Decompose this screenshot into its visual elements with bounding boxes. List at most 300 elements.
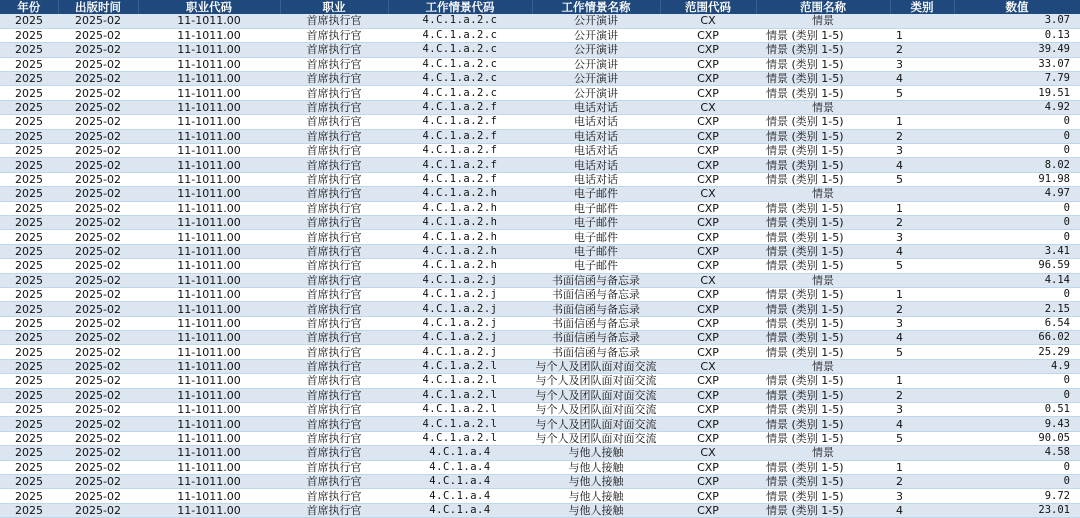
context-name-cell[interactable]: 电子邮件 xyxy=(532,244,660,258)
occupation-code-cell[interactable]: 11-1011.00 xyxy=(138,417,280,431)
category-cell[interactable] xyxy=(890,187,954,201)
value-cell[interactable]: 0 xyxy=(954,230,1080,244)
occupation-code-cell[interactable]: 11-1011.00 xyxy=(138,331,280,345)
category-cell[interactable]: 2 xyxy=(890,302,954,316)
category-cell[interactable]: 1 xyxy=(890,374,954,388)
occupation-code-cell[interactable]: 11-1011.00 xyxy=(138,129,280,143)
value-cell[interactable]: 6.54 xyxy=(954,316,1080,330)
context-code-cell[interactable]: 4.C.1.a.4 xyxy=(388,446,532,460)
category-cell[interactable]: 4 xyxy=(890,503,954,517)
context-name-cell[interactable]: 与个人及团队面对面交流 xyxy=(532,359,660,373)
scale-code-cell[interactable]: CXP xyxy=(660,302,756,316)
scale-code-cell[interactable]: CXP xyxy=(660,215,756,229)
occupation-cell[interactable]: 首席执行官 xyxy=(280,403,388,417)
occupation-cell[interactable]: 首席执行官 xyxy=(280,345,388,359)
occupation-cell[interactable]: 首席执行官 xyxy=(280,28,388,42)
value-cell[interactable]: 0 xyxy=(954,287,1080,301)
scale-code-cell[interactable]: CXP xyxy=(660,244,756,258)
value-cell[interactable]: 2.15 xyxy=(954,302,1080,316)
occupation-code-cell[interactable]: 11-1011.00 xyxy=(138,259,280,273)
occupation-cell[interactable]: 首席执行官 xyxy=(280,172,388,186)
scale-name-cell[interactable]: 情景 (类别 1-5) xyxy=(756,230,890,244)
category-cell[interactable]: 1 xyxy=(890,287,954,301)
occupation-code-cell[interactable]: 11-1011.00 xyxy=(138,431,280,445)
context-name-cell[interactable]: 公开演讲 xyxy=(532,43,660,57)
scale-code-cell[interactable]: CXP xyxy=(660,43,756,57)
category-cell[interactable]: 1 xyxy=(890,201,954,215)
value-cell[interactable]: 0 xyxy=(954,388,1080,402)
occupation-cell[interactable]: 首席执行官 xyxy=(280,215,388,229)
scale-name-cell[interactable]: 情景 (类别 1-5) xyxy=(756,43,890,57)
scale-name-cell[interactable]: 情景 (类别 1-5) xyxy=(756,460,890,474)
occupation-code-cell[interactable]: 11-1011.00 xyxy=(138,86,280,100)
occupation-code-cell[interactable]: 11-1011.00 xyxy=(138,460,280,474)
value-cell[interactable]: 96.59 xyxy=(954,259,1080,273)
value-cell[interactable]: 0 xyxy=(954,129,1080,143)
year-cell[interactable]: 2025 xyxy=(0,417,58,431)
scale-name-cell[interactable]: 情景 (类别 1-5) xyxy=(756,28,890,42)
table-row[interactable] xyxy=(0,57,1080,71)
occupation-cell[interactable]: 首席执行官 xyxy=(280,316,388,330)
table-row[interactable] xyxy=(0,158,1080,172)
publish-date-cell[interactable]: 2025-02 xyxy=(58,503,138,517)
year-cell[interactable]: 2025 xyxy=(0,489,58,503)
category-cell[interactable]: 1 xyxy=(890,28,954,42)
value-cell[interactable]: 4.14 xyxy=(954,273,1080,287)
publish-date-cell[interactable]: 2025-02 xyxy=(58,331,138,345)
year-cell[interactable]: 2025 xyxy=(0,72,58,86)
category-cell[interactable]: 1 xyxy=(890,460,954,474)
scale-code-cell[interactable]: CXP xyxy=(660,374,756,388)
context-code-cell[interactable]: 4.C.1.a.2.f xyxy=(388,172,532,186)
scale-code-cell[interactable]: CXP xyxy=(660,72,756,86)
context-name-cell[interactable]: 书面信函与备忘录 xyxy=(532,287,660,301)
scale-code-cell[interactable]: CXP xyxy=(660,417,756,431)
occupation-cell[interactable]: 首席执行官 xyxy=(280,446,388,460)
table-row[interactable] xyxy=(0,345,1080,359)
table-row[interactable] xyxy=(0,489,1080,503)
scale-code-cell[interactable]: CXP xyxy=(660,489,756,503)
occupation-cell[interactable]: 首席执行官 xyxy=(280,388,388,402)
category-cell[interactable]: 3 xyxy=(890,403,954,417)
value-cell[interactable]: 66.02 xyxy=(954,331,1080,345)
scale-name-cell[interactable]: 情景 (类别 1-5) xyxy=(756,172,890,186)
occupation-code-cell[interactable]: 11-1011.00 xyxy=(138,172,280,186)
publish-date-cell[interactable]: 2025-02 xyxy=(58,359,138,373)
table-row[interactable] xyxy=(0,72,1080,86)
context-name-cell[interactable]: 电子邮件 xyxy=(532,201,660,215)
publish-date-cell[interactable]: 2025-02 xyxy=(58,273,138,287)
occupation-cell[interactable]: 首席执行官 xyxy=(280,144,388,158)
occupation-cell[interactable]: 首席执行官 xyxy=(280,374,388,388)
scale-name-cell[interactable]: 情景 xyxy=(756,187,890,201)
scale-name-cell[interactable]: 情景 xyxy=(756,273,890,287)
publish-date-cell[interactable]: 2025-02 xyxy=(58,417,138,431)
context-code-cell[interactable]: 4.C.1.a.2.h xyxy=(388,201,532,215)
occupation-code-cell[interactable]: 11-1011.00 xyxy=(138,374,280,388)
occupation-code-cell[interactable]: 11-1011.00 xyxy=(138,187,280,201)
context-name-cell[interactable]: 与他人接触 xyxy=(532,503,660,517)
table-row[interactable] xyxy=(0,446,1080,460)
scale-name-cell[interactable]: 情景 (类别 1-5) xyxy=(756,503,890,517)
category-cell[interactable]: 2 xyxy=(890,43,954,57)
scale-code-cell[interactable]: CXP xyxy=(660,201,756,215)
category-cell[interactable]: 5 xyxy=(890,259,954,273)
occupation-code-cell[interactable]: 11-1011.00 xyxy=(138,359,280,373)
column-header-year[interactable]: 年份 xyxy=(0,0,58,14)
context-name-cell[interactable]: 书面信函与备忘录 xyxy=(532,345,660,359)
value-cell[interactable]: 19.51 xyxy=(954,86,1080,100)
table-row[interactable] xyxy=(0,201,1080,215)
publish-date-cell[interactable]: 2025-02 xyxy=(58,446,138,460)
occupation-cell[interactable]: 首席执行官 xyxy=(280,460,388,474)
scale-name-cell[interactable]: 情景 (类别 1-5) xyxy=(756,86,890,100)
column-header-context-code[interactable]: 工作情景代码 xyxy=(388,0,532,14)
publish-date-cell[interactable]: 2025-02 xyxy=(58,302,138,316)
table-row[interactable] xyxy=(0,28,1080,42)
category-cell[interactable]: 3 xyxy=(890,144,954,158)
scale-name-cell[interactable]: 情景 (类别 1-5) xyxy=(756,201,890,215)
year-cell[interactable]: 2025 xyxy=(0,28,58,42)
context-name-cell[interactable]: 电话对话 xyxy=(532,100,660,114)
context-code-cell[interactable]: 4.C.1.a.2.j xyxy=(388,287,532,301)
value-cell[interactable]: 0 xyxy=(954,460,1080,474)
scale-name-cell[interactable]: 情景 (类别 1-5) xyxy=(756,115,890,129)
value-cell[interactable]: 0 xyxy=(954,144,1080,158)
scale-name-cell[interactable]: 情景 (类别 1-5) xyxy=(756,215,890,229)
value-cell[interactable]: 0.51 xyxy=(954,403,1080,417)
category-cell[interactable]: 5 xyxy=(890,172,954,186)
context-code-cell[interactable]: 4.C.1.a.2.c xyxy=(388,43,532,57)
table-row[interactable] xyxy=(0,14,1080,28)
scale-name-cell[interactable]: 情景 (类别 1-5) xyxy=(756,129,890,143)
occupation-cell[interactable]: 首席执行官 xyxy=(280,129,388,143)
context-name-cell[interactable]: 与个人及团队面对面交流 xyxy=(532,388,660,402)
occupation-cell[interactable]: 首席执行官 xyxy=(280,302,388,316)
occupation-code-cell[interactable]: 11-1011.00 xyxy=(138,158,280,172)
occupation-code-cell[interactable]: 11-1011.00 xyxy=(138,28,280,42)
scale-code-cell[interactable]: CX xyxy=(660,14,756,28)
scale-name-cell[interactable]: 情景 (类别 1-5) xyxy=(756,287,890,301)
table-row[interactable] xyxy=(0,273,1080,287)
year-cell[interactable]: 2025 xyxy=(0,244,58,258)
table-row[interactable] xyxy=(0,302,1080,316)
context-code-cell[interactable]: 4.C.1.a.2.l xyxy=(388,374,532,388)
table-row[interactable] xyxy=(0,331,1080,345)
scale-name-cell[interactable]: 情景 (类别 1-5) xyxy=(756,431,890,445)
context-code-cell[interactable]: 4.C.1.a.2.j xyxy=(388,331,532,345)
occupation-cell[interactable]: 首席执行官 xyxy=(280,331,388,345)
column-header-category[interactable]: 类别 xyxy=(890,0,954,14)
year-cell[interactable]: 2025 xyxy=(0,475,58,489)
context-name-cell[interactable]: 公开演讲 xyxy=(532,28,660,42)
occupation-code-cell[interactable]: 11-1011.00 xyxy=(138,273,280,287)
year-cell[interactable]: 2025 xyxy=(0,345,58,359)
context-code-cell[interactable]: 4.C.1.a.2.l xyxy=(388,388,532,402)
occupation-code-cell[interactable]: 11-1011.00 xyxy=(138,144,280,158)
publish-date-cell[interactable]: 2025-02 xyxy=(58,388,138,402)
context-name-cell[interactable]: 书面信函与备忘录 xyxy=(532,302,660,316)
table-row[interactable] xyxy=(0,417,1080,431)
occupation-code-cell[interactable]: 11-1011.00 xyxy=(138,446,280,460)
table-row[interactable] xyxy=(0,431,1080,445)
year-cell[interactable]: 2025 xyxy=(0,129,58,143)
occupation-cell[interactable]: 首席执行官 xyxy=(280,359,388,373)
scale-name-cell[interactable]: 情景 (类别 1-5) xyxy=(756,374,890,388)
publish-date-cell[interactable]: 2025-02 xyxy=(58,489,138,503)
category-cell[interactable]: 5 xyxy=(890,86,954,100)
occupation-cell[interactable]: 首席执行官 xyxy=(280,475,388,489)
publish-date-cell[interactable]: 2025-02 xyxy=(58,28,138,42)
occupation-code-cell[interactable]: 11-1011.00 xyxy=(138,43,280,57)
occupation-cell[interactable]: 首席执行官 xyxy=(280,273,388,287)
scale-code-cell[interactable]: CXP xyxy=(660,259,756,273)
occupation-code-cell[interactable]: 11-1011.00 xyxy=(138,302,280,316)
occupation-cell[interactable]: 首席执行官 xyxy=(280,14,388,28)
occupation-cell[interactable]: 首席执行官 xyxy=(280,230,388,244)
value-cell[interactable]: 91.98 xyxy=(954,172,1080,186)
category-cell[interactable] xyxy=(890,100,954,114)
occupation-cell[interactable]: 首席执行官 xyxy=(280,115,388,129)
occupation-code-cell[interactable]: 11-1011.00 xyxy=(138,230,280,244)
year-cell[interactable]: 2025 xyxy=(0,359,58,373)
table-row[interactable] xyxy=(0,359,1080,373)
scale-name-cell[interactable]: 情景 (类别 1-5) xyxy=(756,144,890,158)
publish-date-cell[interactable]: 2025-02 xyxy=(58,316,138,330)
occupation-cell[interactable]: 首席执行官 xyxy=(280,503,388,517)
year-cell[interactable]: 2025 xyxy=(0,230,58,244)
scale-name-cell[interactable]: 情景 (类别 1-5) xyxy=(756,331,890,345)
occupation-cell[interactable]: 首席执行官 xyxy=(280,158,388,172)
category-cell[interactable]: 1 xyxy=(890,115,954,129)
context-code-cell[interactable]: 4.C.1.a.2.j xyxy=(388,345,532,359)
publish-date-cell[interactable]: 2025-02 xyxy=(58,57,138,71)
year-cell[interactable]: 2025 xyxy=(0,57,58,71)
scale-name-cell[interactable]: 情景 (类别 1-5) xyxy=(756,158,890,172)
category-cell[interactable] xyxy=(890,359,954,373)
value-cell[interactable]: 90.05 xyxy=(954,431,1080,445)
scale-code-cell[interactable]: CXP xyxy=(660,431,756,445)
context-name-cell[interactable]: 书面信函与备忘录 xyxy=(532,331,660,345)
year-cell[interactable]: 2025 xyxy=(0,144,58,158)
table-row[interactable] xyxy=(0,316,1080,330)
publish-date-cell[interactable]: 2025-02 xyxy=(58,201,138,215)
context-name-cell[interactable]: 与个人及团队面对面交流 xyxy=(532,374,660,388)
context-code-cell[interactable]: 4.C.1.a.2.c xyxy=(388,28,532,42)
table-row[interactable] xyxy=(0,374,1080,388)
context-name-cell[interactable]: 电子邮件 xyxy=(532,187,660,201)
occupation-cell[interactable]: 首席执行官 xyxy=(280,417,388,431)
scale-name-cell[interactable]: 情景 (类别 1-5) xyxy=(756,403,890,417)
publish-date-cell[interactable]: 2025-02 xyxy=(58,345,138,359)
scale-code-cell[interactable]: CXP xyxy=(660,129,756,143)
occupation-cell[interactable]: 首席执行官 xyxy=(280,187,388,201)
table-row[interactable] xyxy=(0,388,1080,402)
context-name-cell[interactable]: 电话对话 xyxy=(532,144,660,158)
table-row[interactable] xyxy=(0,215,1080,229)
context-name-cell[interactable]: 与个人及团队面对面交流 xyxy=(532,417,660,431)
publish-date-cell[interactable]: 2025-02 xyxy=(58,215,138,229)
publish-date-cell[interactable]: 2025-02 xyxy=(58,475,138,489)
context-code-cell[interactable]: 4.C.1.a.2.h xyxy=(388,187,532,201)
context-code-cell[interactable]: 4.C.1.a.4 xyxy=(388,460,532,474)
year-cell[interactable]: 2025 xyxy=(0,201,58,215)
table-row[interactable] xyxy=(0,503,1080,517)
scale-name-cell[interactable]: 情景 (类别 1-5) xyxy=(756,345,890,359)
publish-date-cell[interactable]: 2025-02 xyxy=(58,72,138,86)
column-header-scale-name[interactable]: 范围名称 xyxy=(756,0,890,14)
value-cell[interactable]: 7.79 xyxy=(954,72,1080,86)
scale-code-cell[interactable]: CXP xyxy=(660,144,756,158)
publish-date-cell[interactable]: 2025-02 xyxy=(58,115,138,129)
year-cell[interactable]: 2025 xyxy=(0,172,58,186)
context-name-cell[interactable]: 电话对话 xyxy=(532,129,660,143)
category-cell[interactable] xyxy=(890,273,954,287)
value-cell[interactable]: 3.07 xyxy=(954,14,1080,28)
occupation-cell[interactable]: 首席执行官 xyxy=(280,244,388,258)
year-cell[interactable]: 2025 xyxy=(0,215,58,229)
category-cell[interactable]: 2 xyxy=(890,129,954,143)
category-cell[interactable] xyxy=(890,446,954,460)
occupation-cell[interactable]: 首席执行官 xyxy=(280,57,388,71)
year-cell[interactable]: 2025 xyxy=(0,287,58,301)
context-code-cell[interactable]: 4.C.1.a.2.l xyxy=(388,431,532,445)
context-code-cell[interactable]: 4.C.1.a.2.l xyxy=(388,417,532,431)
context-code-cell[interactable]: 4.C.1.a.2.j xyxy=(388,316,532,330)
scale-code-cell[interactable]: CXP xyxy=(660,86,756,100)
context-name-cell[interactable]: 电子邮件 xyxy=(532,259,660,273)
occupation-cell[interactable]: 首席执行官 xyxy=(280,86,388,100)
scale-name-cell[interactable]: 情景 (类别 1-5) xyxy=(756,489,890,503)
occupation-code-cell[interactable]: 11-1011.00 xyxy=(138,489,280,503)
context-name-cell[interactable]: 与他人接触 xyxy=(532,460,660,474)
context-code-cell[interactable]: 4.C.1.a.2.c xyxy=(388,86,532,100)
context-code-cell[interactable]: 4.C.1.a.2.j xyxy=(388,302,532,316)
category-cell[interactable]: 3 xyxy=(890,489,954,503)
value-cell[interactable]: 25.29 xyxy=(954,345,1080,359)
year-cell[interactable]: 2025 xyxy=(0,302,58,316)
scale-code-cell[interactable]: CXP xyxy=(660,57,756,71)
year-cell[interactable]: 2025 xyxy=(0,431,58,445)
publish-date-cell[interactable]: 2025-02 xyxy=(58,259,138,273)
table-row[interactable] xyxy=(0,172,1080,186)
value-cell[interactable]: 0 xyxy=(954,201,1080,215)
publish-date-cell[interactable]: 2025-02 xyxy=(58,86,138,100)
occupation-code-cell[interactable]: 11-1011.00 xyxy=(138,201,280,215)
year-cell[interactable]: 2025 xyxy=(0,273,58,287)
value-cell[interactable]: 0 xyxy=(954,475,1080,489)
scale-code-cell[interactable]: CXP xyxy=(660,331,756,345)
scale-code-cell[interactable]: CXP xyxy=(660,115,756,129)
publish-date-cell[interactable]: 2025-02 xyxy=(58,403,138,417)
category-cell[interactable]: 2 xyxy=(890,475,954,489)
category-cell[interactable]: 5 xyxy=(890,431,954,445)
context-name-cell[interactable]: 公开演讲 xyxy=(532,57,660,71)
occupation-code-cell[interactable]: 11-1011.00 xyxy=(138,72,280,86)
occupation-code-cell[interactable]: 11-1011.00 xyxy=(138,403,280,417)
category-cell[interactable] xyxy=(890,14,954,28)
scale-code-cell[interactable]: CXP xyxy=(660,388,756,402)
context-name-cell[interactable]: 公开演讲 xyxy=(532,86,660,100)
scale-name-cell[interactable]: 情景 (类别 1-5) xyxy=(756,475,890,489)
table-row[interactable] xyxy=(0,403,1080,417)
value-cell[interactable]: 9.72 xyxy=(954,489,1080,503)
table-row[interactable] xyxy=(0,115,1080,129)
publish-date-cell[interactable]: 2025-02 xyxy=(58,144,138,158)
context-code-cell[interactable]: 4.C.1.a.2.h xyxy=(388,215,532,229)
table-row[interactable] xyxy=(0,475,1080,489)
table-row[interactable] xyxy=(0,187,1080,201)
category-cell[interactable]: 4 xyxy=(890,244,954,258)
occupation-code-cell[interactable]: 11-1011.00 xyxy=(138,244,280,258)
table-row[interactable] xyxy=(0,129,1080,143)
year-cell[interactable]: 2025 xyxy=(0,43,58,57)
occupation-code-cell[interactable]: 11-1011.00 xyxy=(138,100,280,114)
column-header-occupation-code[interactable]: 职业代码 xyxy=(138,0,280,14)
context-name-cell[interactable]: 书面信函与备忘录 xyxy=(532,273,660,287)
scale-code-cell[interactable]: CX xyxy=(660,359,756,373)
context-code-cell[interactable]: 4.C.1.a.2.j xyxy=(388,273,532,287)
category-cell[interactable]: 5 xyxy=(890,345,954,359)
scale-name-cell[interactable]: 情景 xyxy=(756,14,890,28)
category-cell[interactable]: 4 xyxy=(890,72,954,86)
year-cell[interactable]: 2025 xyxy=(0,86,58,100)
occupation-cell[interactable]: 首席执行官 xyxy=(280,431,388,445)
context-name-cell[interactable]: 公开演讲 xyxy=(532,14,660,28)
category-cell[interactable]: 3 xyxy=(890,316,954,330)
value-cell[interactable]: 3.41 xyxy=(954,244,1080,258)
scale-code-cell[interactable]: CXP xyxy=(660,345,756,359)
category-cell[interactable]: 2 xyxy=(890,388,954,402)
occupation-cell[interactable]: 首席执行官 xyxy=(280,201,388,215)
year-cell[interactable]: 2025 xyxy=(0,115,58,129)
table-row[interactable] xyxy=(0,86,1080,100)
context-name-cell[interactable]: 书面信函与备忘录 xyxy=(532,316,660,330)
context-code-cell[interactable]: 4.C.1.a.2.h xyxy=(388,259,532,273)
year-cell[interactable]: 2025 xyxy=(0,259,58,273)
context-code-cell[interactable]: 4.C.1.a.2.f xyxy=(388,144,532,158)
context-name-cell[interactable]: 与个人及团队面对面交流 xyxy=(532,403,660,417)
publish-date-cell[interactable]: 2025-02 xyxy=(58,230,138,244)
column-header-context-name[interactable]: 工作情景名称 xyxy=(532,0,660,14)
publish-date-cell[interactable]: 2025-02 xyxy=(58,100,138,114)
occupation-cell[interactable]: 首席执行官 xyxy=(280,100,388,114)
publish-date-cell[interactable]: 2025-02 xyxy=(58,460,138,474)
occupation-code-cell[interactable]: 11-1011.00 xyxy=(138,14,280,28)
publish-date-cell[interactable]: 2025-02 xyxy=(58,43,138,57)
scale-code-cell[interactable]: CXP xyxy=(660,503,756,517)
scale-code-cell[interactable]: CXP xyxy=(660,475,756,489)
context-name-cell[interactable]: 与他人接触 xyxy=(532,475,660,489)
context-name-cell[interactable]: 电子邮件 xyxy=(532,230,660,244)
publish-date-cell[interactable]: 2025-02 xyxy=(58,244,138,258)
category-cell[interactable]: 3 xyxy=(890,57,954,71)
context-code-cell[interactable]: 4.C.1.a.2.c xyxy=(388,72,532,86)
occupation-code-cell[interactable]: 11-1011.00 xyxy=(138,345,280,359)
scale-code-cell[interactable]: CXP xyxy=(660,172,756,186)
scale-name-cell[interactable]: 情景 (类别 1-5) xyxy=(756,302,890,316)
context-name-cell[interactable]: 与个人及团队面对面交流 xyxy=(532,431,660,445)
table-row[interactable] xyxy=(0,259,1080,273)
occupation-code-cell[interactable]: 11-1011.00 xyxy=(138,215,280,229)
occupation-cell[interactable]: 首席执行官 xyxy=(280,489,388,503)
year-cell[interactable]: 2025 xyxy=(0,388,58,402)
scale-name-cell[interactable]: 情景 xyxy=(756,100,890,114)
table-row[interactable] xyxy=(0,100,1080,114)
value-cell[interactable]: 0 xyxy=(954,215,1080,229)
context-code-cell[interactable]: 4.C.1.a.2.l xyxy=(388,359,532,373)
value-cell[interactable]: 0.13 xyxy=(954,28,1080,42)
